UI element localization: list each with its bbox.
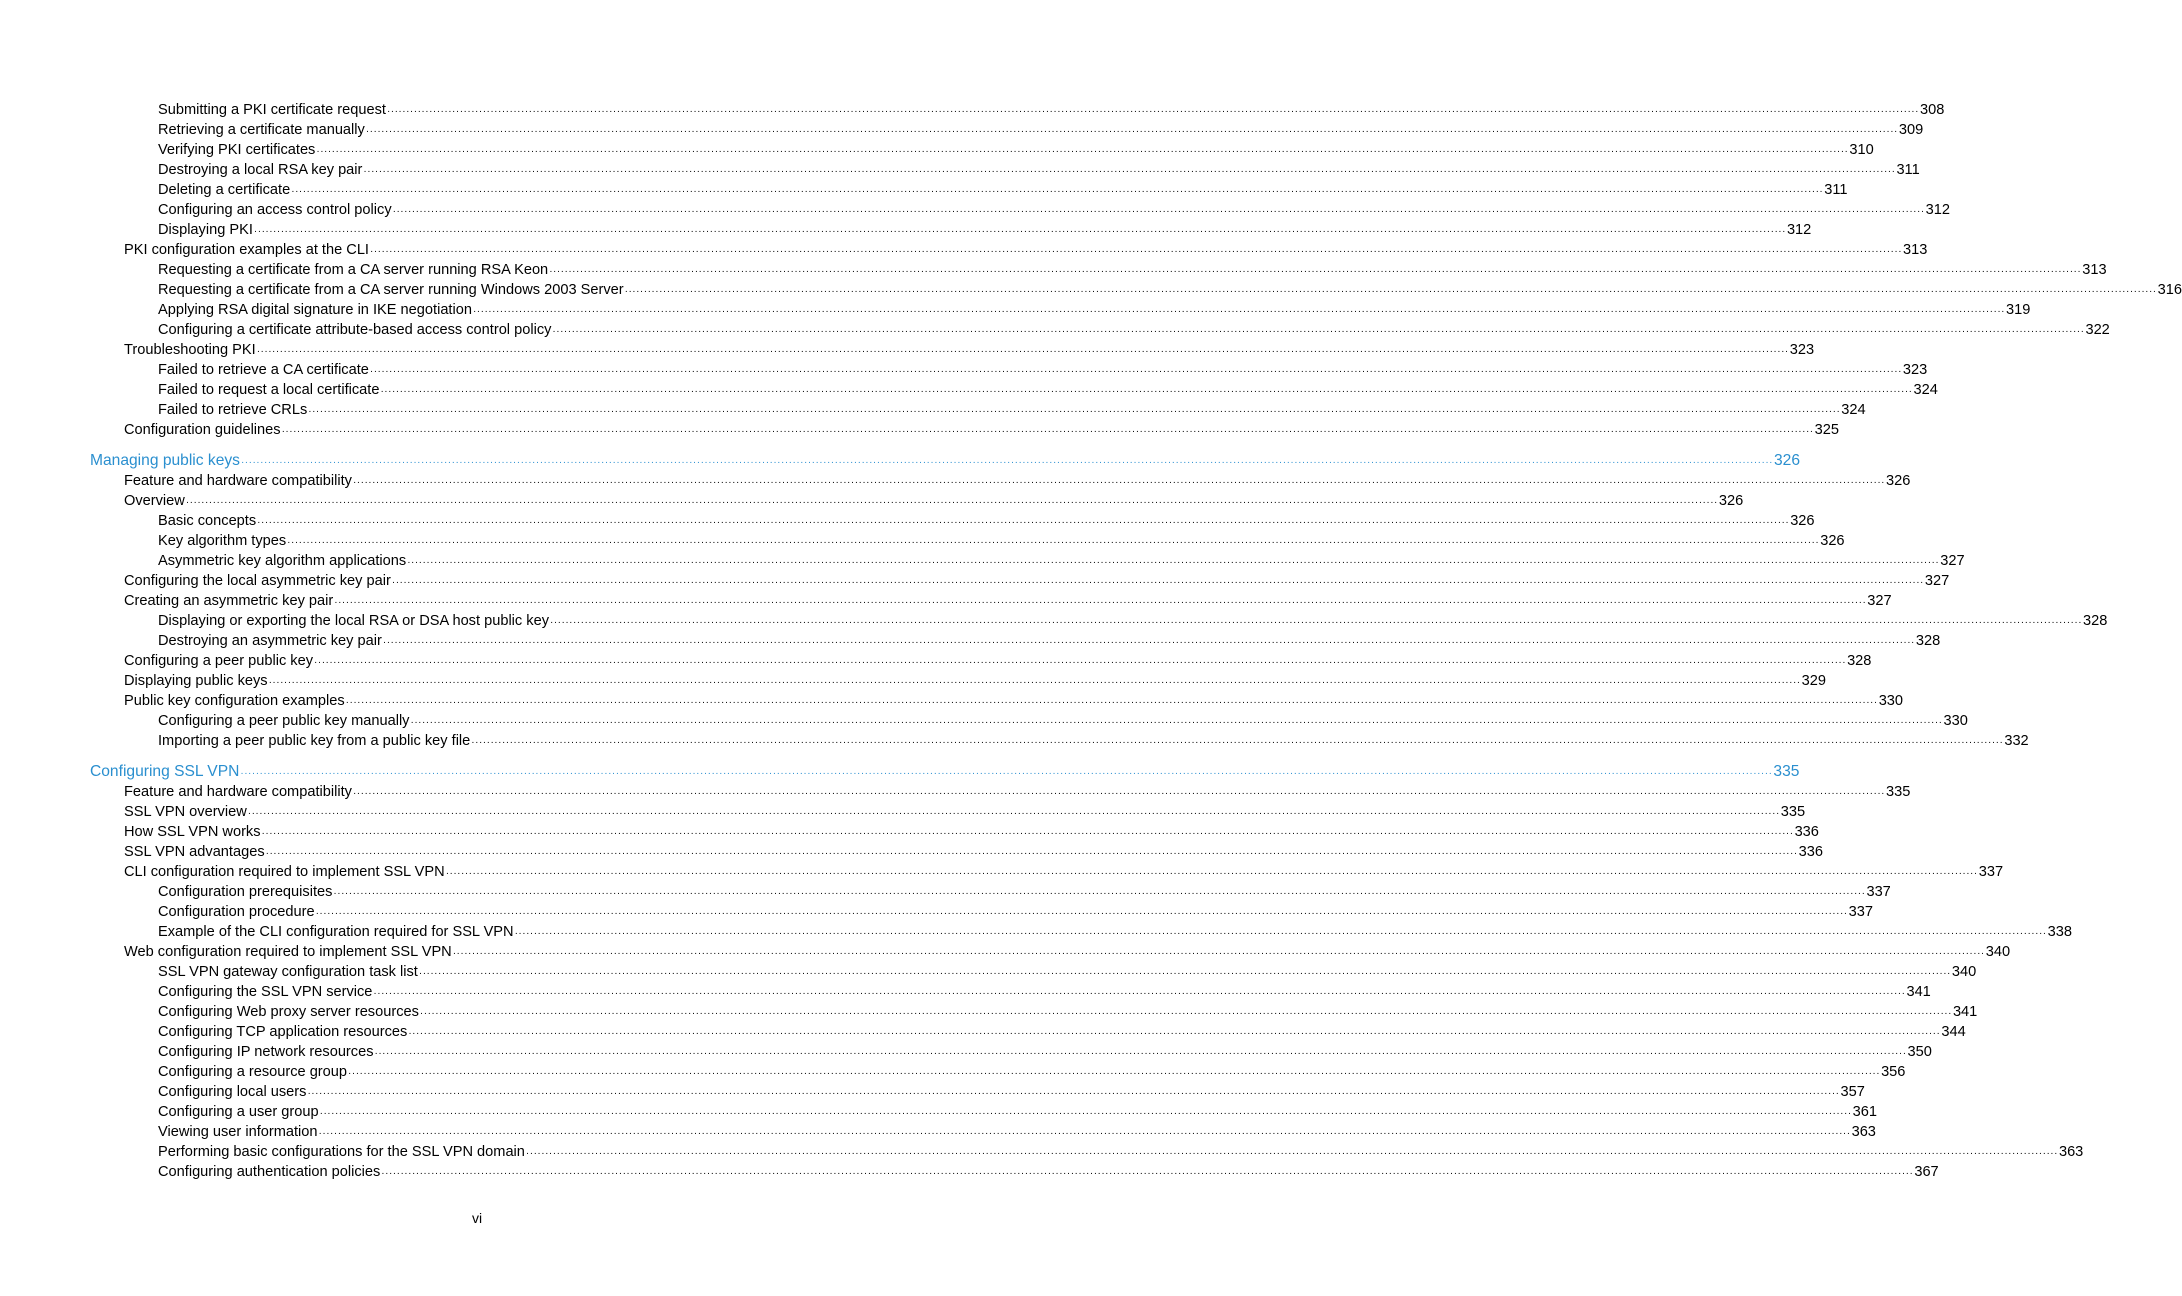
toc-entry-page: 312: [1786, 222, 1812, 238]
toc-entry-page: 341: [1952, 1004, 1978, 1020]
toc-entry[interactable]: [90, 671, 1826, 691]
dot-leader: ················································································································································································································································································································································································································: [370, 246, 1903, 257]
toc-entry-title: Importing a peer public key from a public key file: [158, 733, 471, 749]
toc-entry-page: 311: [1824, 182, 1848, 198]
toc-entry[interactable]: [90, 782, 1911, 802]
dot-leader: ················································································································································································································································································································································································································: [240, 457, 1773, 468]
toc-entry-title: Configuring an access control policy: [158, 202, 392, 218]
dot-leader: ················································································································································································································································································································································································································: [471, 737, 2004, 748]
dot-leader: ················································································································································································································································································································································································································: [287, 537, 1820, 548]
toc-chapter-entry[interactable]: [90, 762, 1800, 782]
dot-leader: ················································································································································································································································································································································································································: [265, 848, 1798, 859]
dot-leader: ················································································································································································································································································································································································································: [452, 948, 1985, 959]
toc-entry[interactable]: [90, 611, 2108, 631]
toc-entry-page: 340: [1951, 964, 1977, 980]
toc-entry-page: 356: [1881, 1064, 1906, 1080]
toc-entry[interactable]: [90, 651, 1872, 671]
toc-entry[interactable]: [90, 360, 1928, 380]
toc-entry[interactable]: [90, 1122, 1876, 1142]
toc-entry[interactable]: [90, 571, 1950, 591]
dot-leader: ················································································································································································································································································································································································································: [281, 426, 1814, 437]
toc-entry-title: SSL VPN gateway configuration task list: [158, 964, 418, 980]
dot-leader: ················································································································································································································································································································································································································: [291, 186, 1824, 197]
toc-entry[interactable]: [90, 280, 2182, 300]
toc-entry-page: 363: [1851, 1124, 1876, 1140]
toc-entry-page: 326: [1790, 513, 1815, 529]
dot-leader: ················································································································································································································································································································································································································: [550, 617, 2083, 628]
toc-entry[interactable]: [90, 902, 1873, 922]
toc-entry-page: 308: [1919, 102, 1945, 118]
dot-leader: ················································································································································································································································································································································································································: [319, 1108, 1852, 1119]
toc-entry-page: 310: [1849, 142, 1874, 158]
toc-entry-page: 319: [2006, 302, 2031, 318]
toc-entry[interactable]: [90, 1082, 1865, 1102]
toc-entry-page: 327: [1940, 553, 1965, 569]
toc-entry-title: Managing public keys: [90, 452, 240, 469]
toc-entry[interactable]: [90, 140, 1874, 160]
toc-entry-title: Configuring authentication policies: [158, 1164, 381, 1180]
toc-entry-page: 324: [1841, 402, 1866, 418]
dot-leader: ················································································································································································································································································································································································································: [315, 908, 1848, 919]
toc-entry-title: Submitting a PKI certificate request: [158, 102, 386, 118]
dot-leader: ················································································································································································································································································································································································································: [307, 1088, 1840, 1099]
dot-leader: ················································································································································································································································································································································································································: [185, 497, 1718, 508]
toc-entry[interactable]: [90, 180, 1848, 200]
dot-leader: ················································································································································································································································································································································································································: [257, 517, 1790, 528]
toc-entry-title: Configuring a peer public key manually: [158, 713, 410, 729]
dot-leader: ················································································································································································································································································································································································································: [314, 657, 1847, 668]
toc-entry-page: 316: [2157, 282, 2182, 298]
toc-entry-title: Example of the CLI configuration required for SSL VPN: [158, 924, 514, 940]
dot-leader: ················································································································································································································································································································································································································: [380, 386, 1913, 397]
toc-entry[interactable]: [90, 551, 1965, 571]
toc-entry[interactable]: [90, 962, 1977, 982]
toc-entry-page: 367: [1914, 1164, 1939, 1180]
toc-entry-title: Requesting a certificate from a CA server running RSA Keon: [158, 262, 549, 278]
toc-entry-page: 344: [1941, 1024, 1966, 1040]
toc-entry-title: Configuring the local asymmetric key pair: [124, 573, 391, 589]
toc-entry-title: Web configuration required to implement SSL VPN: [124, 944, 452, 960]
dot-leader: ················································································································································································································································································································································································································: [365, 126, 1898, 137]
toc-entry-page: 337: [1866, 884, 1891, 900]
dot-leader: ················································································································································································································································································································································································································: [369, 366, 1902, 377]
dot-leader: ················································································································································································································································································································································································································: [247, 808, 1780, 819]
toc-entry-page: 326: [1885, 473, 1911, 489]
toc-entry-page: 361: [1852, 1104, 1878, 1120]
table-of-contents: [90, 100, 2182, 1182]
dot-leader: ················································································································································································································································································································································································································: [549, 266, 2082, 277]
toc-entry-title: Displaying or exporting the local RSA or DSA host public key: [158, 613, 549, 629]
dot-leader: ················································································································································································································································································································································································································: [316, 146, 1849, 157]
toc-entry[interactable]: [90, 531, 1845, 551]
dot-leader: ················································································································································································································································································································································································································: [348, 1068, 1881, 1079]
toc-entry-title: Feature and hardware compatibility: [124, 473, 352, 489]
toc-entry-title: Configuration prerequisites: [158, 884, 333, 900]
dot-leader: ················································································································································································································································································································································································································: [345, 697, 1878, 708]
toc-entry-title: PKI configuration examples at the CLI: [124, 242, 369, 258]
toc-entry-page: 363: [2058, 1144, 2084, 1160]
toc-entry-title: Creating an asymmetric key pair: [124, 593, 334, 609]
toc-entry[interactable]: [90, 691, 1904, 711]
toc-entry-title: Configuring a certificate attribute-based access control policy: [158, 322, 552, 338]
dot-leader: ················································································································································································································································································································································································································: [382, 637, 1915, 648]
toc-entry[interactable]: [90, 240, 1928, 260]
toc-entry[interactable]: [90, 711, 1968, 731]
toc-entry-page: 330: [1943, 713, 1968, 729]
toc-entry[interactable]: [90, 731, 2029, 751]
toc-entry-page: 337: [1978, 864, 2004, 880]
toc-entry-title: Applying RSA digital signature in IKE negotiation: [158, 302, 472, 318]
toc-entry-title: Basic concepts: [158, 513, 257, 529]
dot-leader: ················································································································································································································································································································································································································: [334, 597, 1867, 608]
toc-entry-page: 309: [1898, 122, 1924, 138]
toc-entry[interactable]: [90, 471, 1911, 491]
dot-leader: ················································································································································································································································································································································································································: [253, 226, 1786, 237]
toc-entry-title: Viewing user information: [158, 1124, 318, 1140]
dot-leader: ················································································································································································································································································································································································································: [407, 557, 1940, 568]
toc-entry[interactable]: [90, 220, 1812, 240]
toc-entry-title: Configuring Web proxy server resources: [158, 1004, 419, 1020]
dot-leader: ················································································································································································································································································································································································································: [352, 477, 1885, 488]
dot-leader: ················································································································································································································································································································································································································: [352, 788, 1885, 799]
toc-entry-title: Configuring a user group: [158, 1104, 319, 1120]
toc-entry-title: Troubleshooting PKI: [124, 342, 256, 358]
dot-leader: ················································································································································································································································································································································································································: [333, 888, 1866, 899]
dot-leader: ················································································································································································································································································································································································································: [514, 928, 2047, 939]
toc-entry[interactable]: [90, 1042, 1932, 1062]
dot-leader: ················································································································································································································································································································································································································: [256, 346, 1789, 357]
toc-entry[interactable]: [90, 320, 2110, 340]
toc-entry[interactable]: [90, 260, 2107, 280]
toc-entry-page: 327: [1867, 593, 1892, 609]
toc-entry-page: 340: [1985, 944, 2011, 960]
toc-entry-title: Configuration procedure: [158, 904, 315, 920]
toc-entry-title: CLI configuration required to implement SSL VPN: [124, 864, 445, 880]
toc-entry[interactable]: [90, 1162, 1939, 1182]
dot-leader: ················································································································································································································································································································································································································: [392, 206, 1925, 217]
toc-entry[interactable]: [90, 380, 1938, 400]
toc-entry-title: Destroying an asymmetric key pair: [158, 633, 382, 649]
page-number: vi: [471, 1210, 483, 1226]
toc-entry-title: Configuring the SSL VPN service: [158, 984, 373, 1000]
toc-entry-title: Configuring a resource group: [158, 1064, 348, 1080]
toc-entry[interactable]: [90, 100, 1945, 120]
toc-entry[interactable]: [90, 631, 1941, 651]
toc-entry-title: Displaying public keys: [124, 673, 268, 689]
toc-entry-title: SSL VPN advantages: [124, 844, 265, 860]
toc-entry-page: 313: [1903, 242, 1928, 258]
toc-entry-title: Key algorithm types: [158, 533, 287, 549]
toc-entry-page: 341: [1906, 984, 1931, 1000]
toc-entry[interactable]: [90, 982, 1931, 1002]
toc-entry-page: 322: [2085, 322, 2110, 338]
dot-leader: ················································································································································································································································································································································································································: [410, 717, 1943, 728]
toc-entry-title: How SSL VPN works: [124, 824, 261, 840]
dot-leader: ················································································································································································································································································································································································································: [419, 1008, 1952, 1019]
dot-leader: ················································································································································································································································································································································································································: [373, 988, 1906, 999]
dot-leader: ················································································································································································································································································································································································································: [525, 1148, 2058, 1159]
toc-entry-title: Performing basic configurations for the SSL VPN domain: [158, 1144, 525, 1160]
toc-entry-title: Configuring a peer public key: [124, 653, 314, 669]
toc-entry-page: 335: [1780, 804, 1806, 820]
toc-entry[interactable]: [90, 400, 1866, 420]
toc-entry[interactable]: [90, 942, 2011, 962]
dot-leader: ················································································································································································································································································································································································································: [624, 286, 2157, 297]
dot-leader: ················································································································································································································································································································································································································: [418, 968, 1951, 979]
toc-entry[interactable]: [90, 802, 1806, 822]
toc-entry[interactable]: [90, 160, 1920, 180]
toc-entry-page: 326: [1820, 533, 1845, 549]
toc-entry-page: 335: [1773, 763, 1800, 780]
toc-entry-page: 329: [1801, 673, 1826, 689]
toc-entry-title: Failed to request a local certificate: [158, 382, 380, 398]
toc-entry-title: Configuring SSL VPN: [90, 763, 240, 780]
toc-entry-title: Requesting a certificate from a CA server running Windows 2003 Server: [158, 282, 624, 298]
toc-entry-title: Public key configuration examples: [124, 693, 345, 709]
toc-entry-page: 325: [1814, 422, 1839, 438]
toc-entry[interactable]: [90, 842, 1824, 862]
toc-entry-title: Failed to retrieve CRLs: [158, 402, 308, 418]
toc-entry-page: 332: [2004, 733, 2029, 749]
toc-entry[interactable]: [90, 591, 1892, 611]
toc-entry-page: 323: [1789, 342, 1815, 358]
toc-entry-title: Deleting a certificate: [158, 182, 291, 198]
toc-entry[interactable]: [90, 300, 2031, 320]
toc-entry-page: 327: [1924, 573, 1950, 589]
toc-entry[interactable]: [90, 1022, 1966, 1042]
toc-entry-title: Displaying PKI: [158, 222, 253, 238]
toc-entry[interactable]: [90, 340, 1815, 360]
dot-leader: ················································································································································································································································································································································································································: [386, 106, 1919, 117]
dot-leader: ················································································································································································································································································································································································································: [408, 1028, 1941, 1039]
toc-entry-title: Feature and hardware compatibility: [124, 784, 352, 800]
toc-entry-page: 330: [1878, 693, 1904, 709]
toc-chapter-entry[interactable]: [90, 451, 1801, 471]
toc-entry-title: Configuration guidelines: [124, 422, 281, 438]
toc-entry-page: 328: [1915, 633, 1941, 649]
toc-entry-title: Failed to retrieve a CA certificate: [158, 362, 369, 378]
toc-entry-page: 337: [1848, 904, 1873, 920]
toc-entry-page: 357: [1840, 1084, 1865, 1100]
toc-entry-page: 350: [1907, 1044, 1932, 1060]
toc-entry-page: 328: [2083, 613, 2108, 629]
toc-entry-title: Configuring local users: [158, 1084, 307, 1100]
dot-leader: ················································································································································································································································································································································································································: [308, 406, 1841, 417]
toc-entry-title: Configuring TCP application resources: [158, 1024, 408, 1040]
toc-entry[interactable]: [90, 1102, 1878, 1122]
dot-leader: ················································································································································································································································································································································································································: [363, 166, 1896, 177]
toc-entry[interactable]: [90, 922, 2072, 942]
toc-entry-title: Configuring IP network resources: [158, 1044, 374, 1060]
dot-leader: ················································································································································································································································································································································································································: [261, 828, 1794, 839]
toc-entry-title: Retrieving a certificate manually: [158, 122, 365, 138]
toc-entry-page: 328: [1847, 653, 1872, 669]
toc-entry-title: Asymmetric key algorithm applications: [158, 553, 407, 569]
toc-entry[interactable]: [90, 511, 1815, 531]
toc-entry-title: Verifying PKI certificates: [158, 142, 316, 158]
dot-leader: ················································································································································································································································································································································································································: [445, 868, 1978, 879]
dot-leader: ················································································································································································································································································································································································································: [374, 1048, 1907, 1059]
toc-entry[interactable]: [90, 882, 1891, 902]
toc-entry-page: 336: [1798, 844, 1824, 860]
toc-entry-page: 326: [1774, 452, 1801, 469]
dot-leader: ················································································································································································································································································································································································································: [318, 1128, 1851, 1139]
dot-leader: ················································································································································································································································································································································································································: [552, 326, 2085, 337]
toc-entry[interactable]: [90, 1142, 2084, 1162]
toc-entry[interactable]: [90, 120, 1924, 140]
dot-leader: ················································································································································································································································································································································································································: [240, 768, 1773, 779]
toc-entry-page: 336: [1794, 824, 1819, 840]
toc-entry-page: 324: [1913, 382, 1938, 398]
toc-entry-page: 311: [1896, 162, 1920, 178]
toc-entry-page: 335: [1885, 784, 1911, 800]
toc-entry-page: 323: [1902, 362, 1928, 378]
toc-entry[interactable]: [90, 822, 1819, 842]
toc-entry-title: SSL VPN overview: [124, 804, 247, 820]
toc-entry-page: 312: [1925, 202, 1951, 218]
toc-entry-page: 326: [1718, 493, 1744, 509]
toc-entry-page: 338: [2047, 924, 2072, 940]
toc-entry[interactable]: [90, 1002, 1978, 1022]
toc-entry[interactable]: [90, 862, 2004, 882]
toc-entry[interactable]: [90, 420, 1839, 440]
dot-leader: ················································································································································································································································································································································································································: [391, 577, 1924, 588]
dot-leader: ················································································································································································································································································································································································································: [268, 677, 1801, 688]
toc-entry-title: Destroying a local RSA key pair: [158, 162, 363, 178]
toc-entry[interactable]: [90, 491, 1744, 511]
dot-leader: ················································································································································································································································································································································································································: [381, 1168, 1914, 1179]
toc-entry[interactable]: [90, 200, 1951, 220]
dot-leader: ················································································································································································································································································································································································································: [472, 306, 2005, 317]
toc-entry[interactable]: [90, 1062, 1906, 1082]
toc-entry-page: 313: [2082, 262, 2107, 278]
toc-entry-title: Overview: [124, 493, 185, 509]
